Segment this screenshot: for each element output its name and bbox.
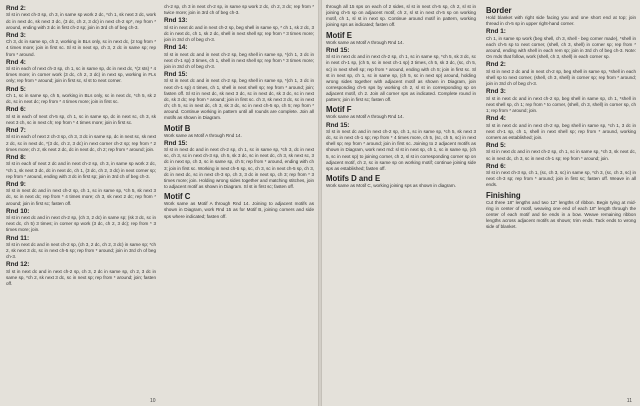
instruction-text: Sl st in next ch-3 sp, ch 1, (sc, ch 3, sc) in same sp, *ch 3, (sc, ch 3, sc) in next ch-3 sp; rep from * around; join in first sc; fasten off. Weave in all ends. (486, 170, 636, 188)
instruction-text: Sl st in each of next ch-5 sp, ch 1, sc in same sp, dc in next sc, ch 3, sk next 3 ch, sc in next ch; rep from * 4 times more; join in first sc. (6, 113, 156, 125)
section-heading: Motifs D and E (326, 174, 381, 184)
instruction-text: Sl st in each of next 2 ch-3 sp, ch 3, 3 dc in same sp, dc in next sc, sk next 2 dc, sc in next dc, *(3 dc, ch 2, 3 dc) in next corner ch-2 sp; rep from * 2 times more; ch 2, sk next 2 dc, dc in next dc, ch 2; rep from * around; join. (6, 134, 156, 152)
instruction-text: Ch 1, sc in same sp, ch 5, working in BLs only, sc in next dc, *ch 5, sk 2 dc, sc in next dc; rep from * 4 times more; join in first sc. (6, 93, 156, 105)
instruction-text: Work same as Motif A through Rnd 14. Joining to adjacent motifs as shown in Diagram, work Rnd 15 as for Motif B, joining corners and side sps where indicated; fasten off. (164, 201, 314, 219)
instruction-text: Work same as Motif A through Rnd 14. (164, 132, 242, 138)
instruction-text: Sl st in next dc and in next ch-2 sp, (ch 3, 2 dc, ch 2, 3 dc) in same sp; *ch 2, sk next 3 dc, sc in next ch-5 sp; rep from * around; join in 3rd ch of beg ch-3. (6, 241, 156, 260)
instruction-text: Sl st in next dc and in next ch-2 sp, ch 1, sc in same sp, *ch 5, sk next 3 dc, sc in next dc; rep from * 4 times more; ch 3, sk next 2 dc; rep from * around; join in first sc; fasten off. (6, 188, 156, 206)
section-heading: Rnd 6: (6, 106, 26, 114)
section-heading: Rnd 13: (164, 17, 188, 25)
instruction-text: Sl st in next dc and in next ch-2 sp, (ch 3, 2 dc) in same sp; (sk 3 dc, sc in next dc, ch 5) 3 times; in corner sp work (3 dc, ch 2, 3 dc); rep from * 3 times more; join. (6, 215, 156, 233)
column-4 (486, 4, 636, 398)
instruction-text: Sl st in next dc and in next ch-2 sp, beg shell in same sp, * ch 1, sk 2 dc, 3 dc in next dc, ch 1, sk 2 dc, shell in next shell sp; rep from * 3 times more; join in 3rd ch of beg ch-3. (164, 24, 314, 43)
section-heading: Rnd 5: (6, 85, 26, 93)
section-heading: Rnd 8: (6, 153, 26, 161)
section-heading: Rnd 2: (486, 61, 506, 69)
section-heading: Rnd 15: (326, 46, 350, 54)
instruction-text: Ch 3, dc in same sp, ch 2, working in BLs only, sc in next dc, (2 tog from * 4 times more; join in first sc. Sl st in next sp, ch 3, 2 dc in same sp; rep from * around. (6, 39, 156, 57)
right-page (322, 0, 640, 406)
column-2 (164, 4, 314, 398)
instruction-text: Sl st in next dc and in next ch-2 sp, ch 1, sc in same sp, *ch 3, sk next dc, sc in next dc, ch 3, sc in next ch-1 sp; rep from * around; join. (486, 149, 636, 161)
section-heading: Rnd 6: (486, 162, 506, 170)
instruction-text: Sl st in next dc and in next ch-2 sp, ch 1, sc in same sp, *ch 5, sk next 3 dc, sc in next ch-1 sp; rep from * 4 times more, ch 5, (sc, ch 5, sc) in next shell sp; rep from * around; join in first sc. Joining to 2 adjacent motifs as shown in Diagram, work next rnd: sl st in next sp, ch 1, sc in same sp, (ch 5, sc in next sp) to joining corner, ch 2, sl st in corresponding corner sp on adjacent motif, ch 2, sc in same sp on working motif; continue joining side sps as established; fasten off. (326, 129, 476, 171)
section-heading: Motif C (164, 192, 191, 202)
instruction-text: Sl st in next dc and in next ch-2 sp, beg shell in same sp, *(ch 1, 3 dc in next ch-1 sp) 4 times, ch 1, shell in next shell sp; rep from * around; join; fasten off. Sl st in next dc, sk next 3 dc, sc in next dc, sk 3 dc, sc in next dc, sk 3 dc; rep from * around; join in first sc. ch 3, sk next 3 dc, sc in next ch; ch 5, sc in next dc, ch 3, sk 3 dc, sc in next ch-5 sp, ch 5; rep from * around. Continue working in pattern until all rounds are complete. Join all motifs as shown in Diagram. (164, 78, 314, 121)
section-heading: Rnd 15: (326, 121, 350, 129)
section-heading: Border (486, 6, 512, 15)
section-heading: Rnd 9: (6, 180, 26, 188)
page-number-left: 10 (150, 398, 156, 404)
instruction-text: Sl st in next dc and in next ch-2 sp, ch 3, 2 dc in same sp, ch 2, 3 dc in same sp, *ch 2, sk next 3 dc, sc in next sp; rep from * around; join; fasten off. (6, 268, 156, 287)
left-page (0, 0, 318, 406)
section-heading: Rnd 1: (486, 28, 506, 36)
instruction-text: Work same as Motif A through Rnd 14. (326, 39, 404, 45)
instruction-text: Ch 1, in same sp work (beg shell, ch 3, shell - beg corner made), *shell in each ch-5 sp to next corner, (shell, ch 3, shell) in corner sp; rep from * around, ending with shell in each rem sp; join in 3rd ch of beg ch-3. Note: On rnds that follow, work (shell, ch 3, shell) in each corner sp. (486, 35, 636, 60)
section-heading: Motif E (326, 30, 352, 40)
section-heading: Rnd 11: (6, 234, 30, 242)
section-heading: Motif B (164, 123, 191, 133)
section-heading: Rnd 4: (6, 58, 26, 66)
section-heading: Rnd 7: (6, 127, 26, 135)
instruction-text: Cut three 18" lengths and two 12" lengths of ribbon. Begin tying at mid-ring in center of motif, weaving one end of each 18" length through the center of each motif and tie ends in a bow. Weave remaining ribbon lengths across adjacent motifs as shown; trim ends. Tack ends to wrong side of blanket. (486, 199, 636, 230)
instruction-text: Hold blanket with right side facing you and one short end at top; join thread in ch-5 sp in upper right-hand corner. (486, 15, 636, 27)
instruction-text: Work same as Motif A through Rnd 14. (326, 114, 404, 120)
section-heading: Rnd 12: (6, 261, 30, 269)
instruction-text: Sl st in next ch-3 sp, ch 3, in same sp work 2 dc, *ch 1, sk next 3 dc, work dc in next dc, sk next 3 dc, (3 dc, ch 2, 3 dc) in next ch-2 sp*, rep from * around, ending with 3 dc in first ch-2 sp; join in 3rd ch of beg ch-3. (6, 12, 156, 30)
instruction-text: through all 15 sps on each of 2 sides, sl st in next ch-5 sp, ch 2, sl st in joining ch-5 sp on adjacent motif, ch 2, sl st in next ch-5 sp on working motif, ch 1, sl st in next sp. Continue around motif in pattern, working joining sps as indicated; fasten off. (326, 4, 476, 28)
instruction-text: ch-2 sp, ch 3 in next ch-2 sp, in same sp work 2 dc, ch 2, 3 dc; rep from * twice more; join in 3rd ch of beg ch-3. (164, 4, 314, 16)
instruction-text: Sl st in each of next 2 dc and in next ch-2 sp, ch 3, in same sp work 2 dc, *ch 1, sk next 3 dc, dc in next dc, ch 1, (3 dc, ch 2, 3 dc) in next corner sp; rep from * around, ending with 3 dc in first sp; join in 3rd ch of beg ch-3. (6, 161, 156, 179)
section-heading: Rnd 3: (6, 31, 26, 39)
instruction-text: Sl st in next dc and in next ch-2 sp, ch 1, sc in same sp, *ch 3, dc in next sc, ch 3, sc in next ch-3 sp, ch 5, sk 3 dc, sc in next dc, ch 3, sk next sc, 3 dc in next sp, ch 3, sc in same sp, ch 5; rep from * around, ending with ch 3; join in first sc. Working in next ch-5 sp, sc, ch 3, sc in next ch-5 sp, ch 3, dc in next dc, sc in next ch-3 sp, ch 3, 3 dc in next sp, ch 3; rep from * 3 times more; join. Holding wrong sides together and matching stitches, join to adjacent motif as shown in Diagram. Sl st in first sc; fasten off. (164, 147, 314, 190)
section-heading: Rnd 4: (486, 115, 506, 123)
instruction-text: Sl st in next dc and in next ch-2 sp, ch 1, sc in same sp, *ch 5, sk 3 dc, sc in next ch-1 sp, (ch 5, sc in next ch-1 sp) 3 times, ch 5, sk 3 dc, (sc, ch 5, sc) in next shell sp; rep from * around, ending with ch 5; join in first sc. Sl st in next sp, ch 1, sc in same sp, (ch 5, sc in next sp) around, holding wrong sides together with adjacent motif as shown in Diagram, join corresponding ch-5 sps by working ch 2, sl st in corresponding sp on adjacent motif, ch 2. Join all corner sps as indicated. Complete round in pattern; join in first sc; fasten off. (326, 54, 476, 103)
page-number-right: 11 (626, 398, 632, 404)
column-3 (326, 4, 476, 398)
instruction-text: Sl st in next dc and in next ch-2 sp, beg shell in same sp, *(ch 1, 3 dc in next ch-1 sp) 3 times, ch 1, shell in next shell sp; rep from * 3 times more; join in 3rd ch of beg ch-3. (164, 51, 314, 69)
instruction-text: Sl st in next dc and in next ch-2 sp, beg shell in same sp, ch 1, *shell in next shell sp, ch 1; rep from * to corner, (shell, ch 3, shell) in corner sp, ch 1; rep from * around; join. (486, 95, 636, 113)
section-heading: Rnd 15: (164, 71, 188, 79)
instruction-text: Sl st in next 2 dc and in next ch-2 sp, beg shell in same sp, *shell in each shell sp to next corner, (shell, ch 3, shell) in corner sp; rep from * around; join in 3rd ch of beg ch-3. (486, 68, 636, 87)
section-heading: Rnd 3: (486, 88, 506, 96)
section-heading: Rnd 15: (164, 139, 188, 147)
section-heading: Finishing (486, 190, 521, 200)
section-heading: Rnd 14: (164, 44, 188, 52)
instruction-text: Sl st in next dc and in next ch-2 sp, beg shell in same sp, *ch 1, 3 dc in next ch-1 sp, ch 1, shell in next shell sp; rep from * around, working corners as established; join. (486, 122, 636, 140)
section-heading: Motif F (326, 105, 352, 115)
section-heading: Rnd 10: (6, 207, 30, 215)
instruction-text: Work same as Motif C, working joining sps as shown in diagram. (326, 183, 456, 189)
section-heading: Rnd 2: (6, 5, 26, 12)
column-1 (6, 4, 156, 398)
section-heading: Rnd 5: (486, 141, 506, 149)
instruction-text: Sl st in each of next ch-3 sp, ch 1, sc in same sp, dc in next dc, *(2 sts) * 4 times more; in corner work (3 dc, ch 2, 3 dc) in next sp, working in FLs only; rep from * around; join in first sc, sl st to next corner. (6, 66, 156, 84)
